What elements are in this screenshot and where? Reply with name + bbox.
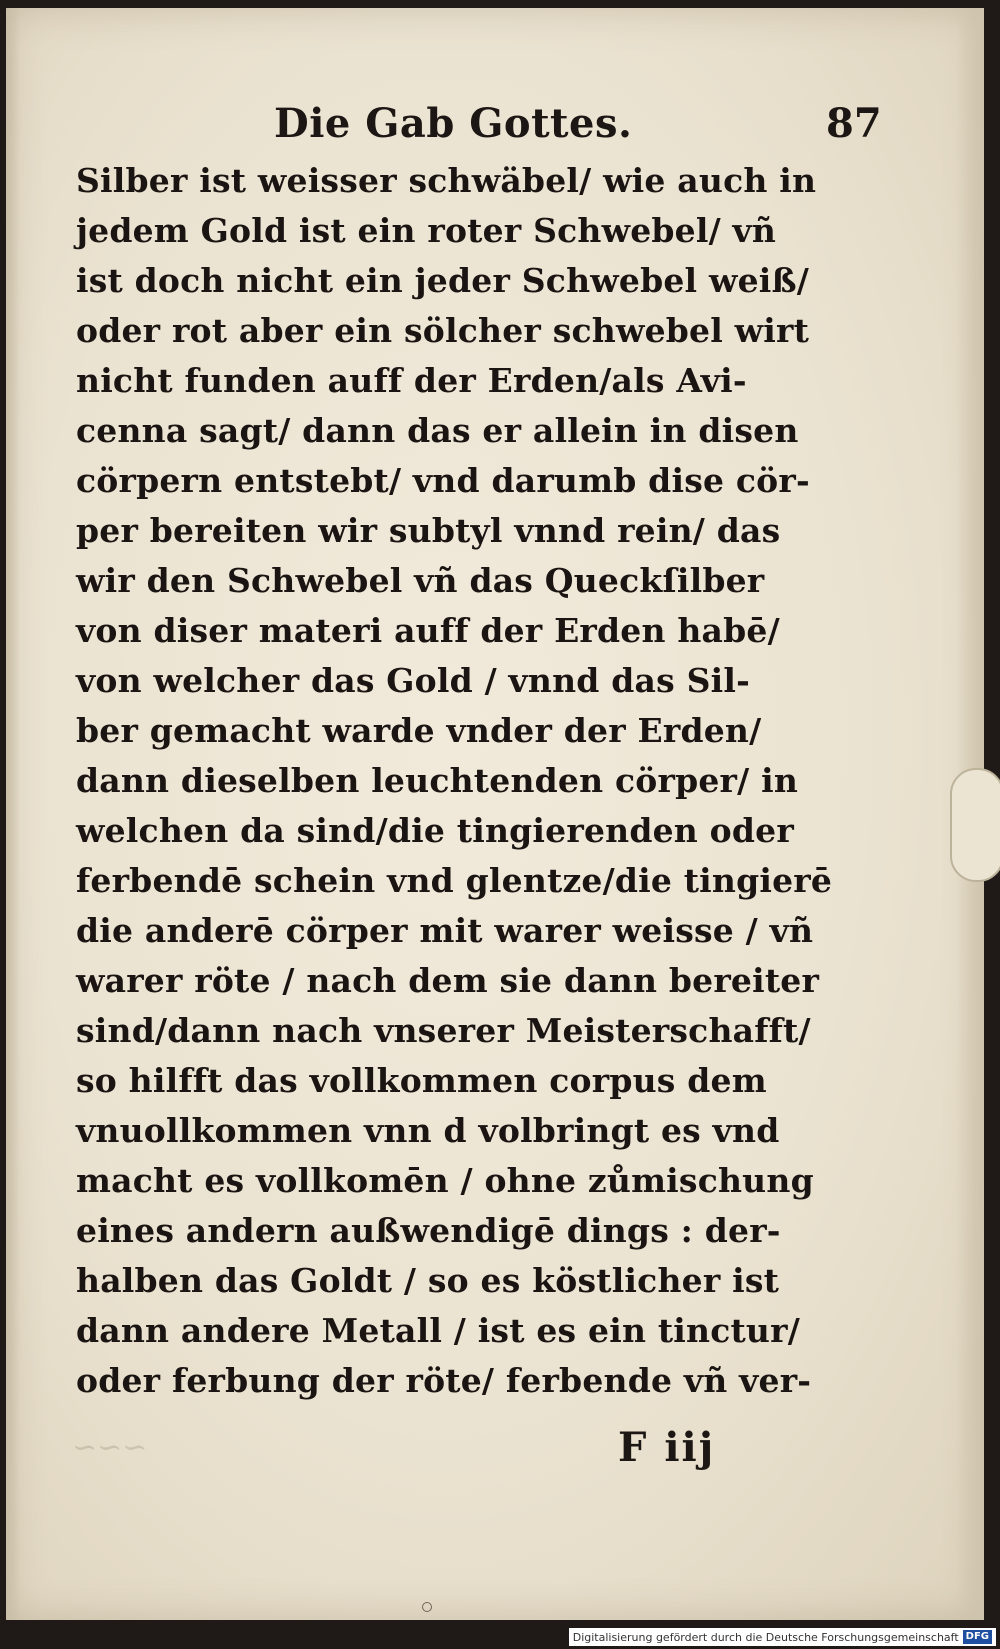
show-through-ink: ~~~ [72,1430,148,1465]
text-line: so hilfft das vollkommen corpus dem [76,1061,767,1100]
text-line: ferbendē schein vnd glentze/die tingierē [76,861,833,900]
credit-text: Digitalisierung gefördert durch die Deutsche Forschungsgemeinschaft [572,1630,959,1644]
running-head: Die Gab Gottes. [274,100,633,147]
text-line: oder rot aber ein sölcher schwebel wirt [76,311,810,350]
text-line: von welcher das Gold / vnnd das Sil- [76,661,750,700]
thumb-index-tab [950,768,1000,882]
dfg-logo-icon: DFG [963,1630,992,1644]
book-page [6,8,984,1620]
text-line: dann andere Metall / ist es ein tinctur/ [76,1311,800,1350]
text-line: dann dieselben leuchtenden cörper/ in [76,761,799,800]
text-line: macht es vollkomēn / ohne zůmischung [76,1161,814,1200]
text-line: halben das Goldt / so es köstlicher ist [76,1261,780,1300]
text-line: oder ferbung der röte/ ferbende vñ ver- [76,1361,812,1400]
digitization-credit [569,1628,996,1646]
text-line: welchen da sind/die tingierenden oder [76,811,794,850]
text-line: cenna sagt/ dann das er allein in disen [76,411,799,450]
text-line: cörpern entstebt/ vnd darumb dise cör- [76,461,810,500]
text-line: jedem Gold ist ein roter Schwebel/ vñ [76,211,777,250]
signature-mark: F iij [618,1424,716,1471]
text-line: ist doch nicht ein jeder Schwebel weiß/ [76,261,810,300]
text-line: sind/dann nach vnserer Meisterschafft/ [76,1011,811,1050]
text-line: eines andern außwendigē dings : der- [76,1211,781,1250]
paper-hole [422,1602,432,1612]
text-line: per bereiten wir subtyl vnnd rein/ das [76,511,781,550]
text-line: nicht funden auff der Erden/als Avi- [76,361,747,400]
text-line: die anderē cörper mit warer weisse / vñ [76,911,814,950]
page-edge-left [6,8,20,1620]
text-line: wir den Schwebel vñ das Queckſilber [76,561,765,600]
text-line: von diser materi auff der Erden habē/ [76,611,780,650]
text-line: ber gemacht warde vnder der Erden/ [76,711,762,750]
text-line: Silber ist weisser schwäbel/ wie auch in [76,161,817,200]
body-text [76,156,876,1406]
text-line: warer röte / nach dem sie dann bereiter [76,961,820,1000]
text-line: vnuollkommen vnn d volbringt es vnd [76,1111,780,1150]
page-number: 87 [826,100,882,147]
